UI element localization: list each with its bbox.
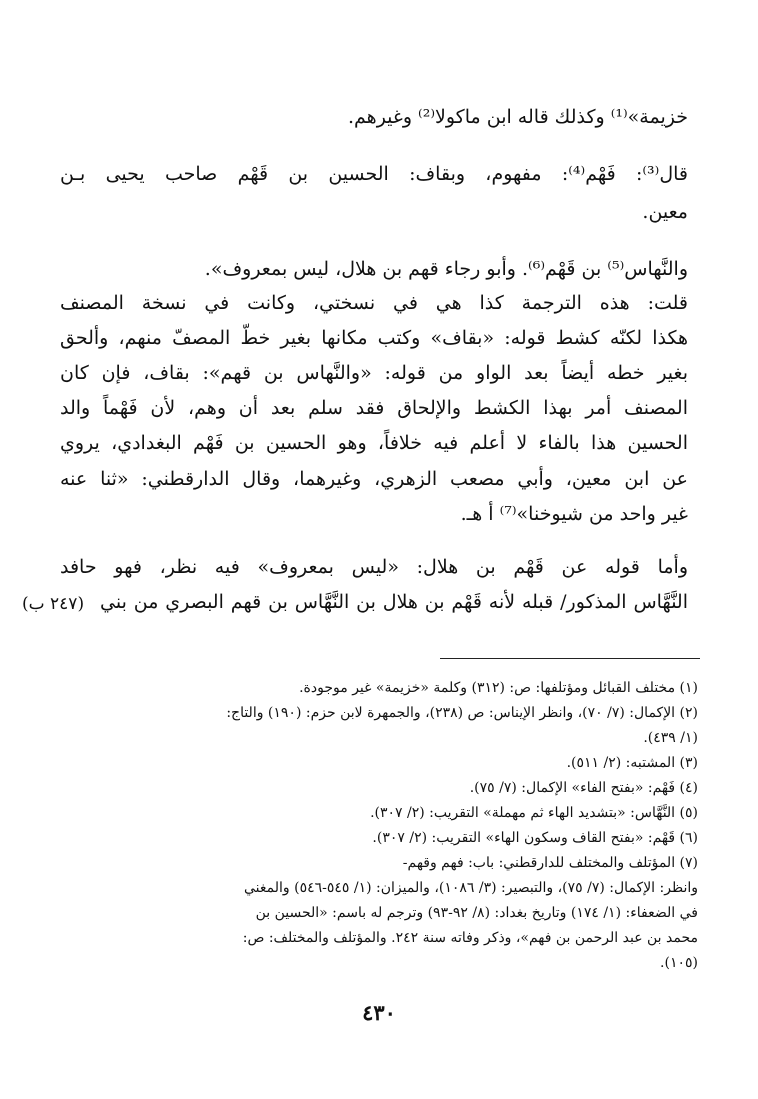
footnote-line: في الضعفاء: (١/ ١٧٤) وتاريخ بغداد: (٨/ ٩٢-٩٣) وترجم له باسم: «الحسين بن	[255, 905, 698, 921]
footnote-line: وانظر: الإكمال: (٧/ ٧٥)، والتبصير: (٣/ ١٠٨٦)، والميزان: (١/ ٥٤٥-٥٤٦) والمغني	[243, 880, 698, 896]
folio-margin-note: (٢٤٧ ب)	[22, 594, 85, 614]
text-line: بغير خطه أيضاً بعد الواو من قوله: «والنَّهاس بن قهم»: بقاف، فإن كان	[60, 362, 688, 384]
text-line: والنَّهاس⁽⁵⁾ بن قَهْم⁽⁶⁾. وأبو رجاء قهم بن هلال، ليس بمعروف».	[204, 258, 688, 280]
text-line: وأما قوله عن قَهْم بن هلال: «ليس بمعروف» فيه نظر، فهو حافد	[60, 556, 688, 578]
footnote-line: (١/ ٤٣٩).	[643, 730, 698, 746]
text-line: معين.	[642, 201, 688, 223]
footnote-line: (٧) المؤتلف والمختلف للدارقطني: باب: فهم وقهم-	[402, 855, 698, 871]
text-line: الحسين هذا بالفاء لا أعلم فيه خلافاً، وهو الحسين بن فَهْم البغدادي، يروي	[60, 432, 688, 454]
footnote-line: محمد بن عبد الرحمن بن فهم»، وذكر وفاته سنة ٢٤٢. والمؤتلف والمختلف: ص:	[242, 930, 698, 946]
text-line: خزيمة»⁽¹⁾ وكذلك قاله ابن ماكولا⁽²⁾ وغيرهم.	[347, 106, 688, 128]
text-line: قال⁽³⁾: فَهْم⁽⁴⁾: مفهوم، وبقاف: الحسين بن قَهْم صاحب يحيى بـن	[60, 163, 688, 185]
footnote-line: (٤) فَهْم: «بفتح الفاء» الإكمال: (٧/ ٧٥).	[469, 780, 698, 796]
footnote-line: (٢) الإكمال: (٧/ ٧٠)، وانظر الإيناس: ص (٢٣٨)، والجمهرة لابن حزم: (١٩٠) والتاج:	[226, 705, 698, 721]
text-line: المصنف أمر بهذا الكشط والإلحاق فقد سلم بعد أن وهم، لأن فَهْماً والد	[60, 397, 688, 419]
footnote-line: (١٠٥).	[660, 955, 698, 971]
footnote-divider	[440, 658, 700, 659]
text-line: قلت: هذه الترجمة كذا هي في نسختي، وكانت في نسخة المصنف	[60, 292, 688, 314]
text-line: غير واحد من شيوخنا»⁽⁷⁾ أ هـ.	[460, 503, 688, 525]
footnote-line: (٦) قَهْم: «بفتح القاف وسكون الهاء» التقريب: (٢/ ٣٠٧).	[372, 830, 698, 846]
page-number: ٤٣٠	[362, 1000, 396, 1025]
text-line: النَّهَّاس المذكور/ قبله لأنه قَهْم بن هلال بن النَّهَّاس بن قهم البصري من بني	[100, 591, 688, 613]
text-line: عن ابن معين، وأبي مصعب الزهري، وغيرهما، وقال الدارقطني: «ثنا عنه	[60, 468, 688, 490]
footnote-line: (٥) النَّهَّاس: «بتشديد الهاء ثم مهملة» التقريب: (٢/ ٣٠٧).	[370, 805, 698, 821]
footnote-line: (٣) المشتبه: (٢/ ٥١١).	[566, 755, 698, 771]
text-line: هكذا لكنّه كشط قوله: «بقاف» وكتب مكانها بغير خطّ المصفّ منهم، وألحق	[60, 327, 688, 349]
footnote-line: (١) مختلف القبائل ومؤتلفها: ص: (٣١٢) وكلمة «خزيمة» غير موجودة.	[299, 680, 698, 696]
